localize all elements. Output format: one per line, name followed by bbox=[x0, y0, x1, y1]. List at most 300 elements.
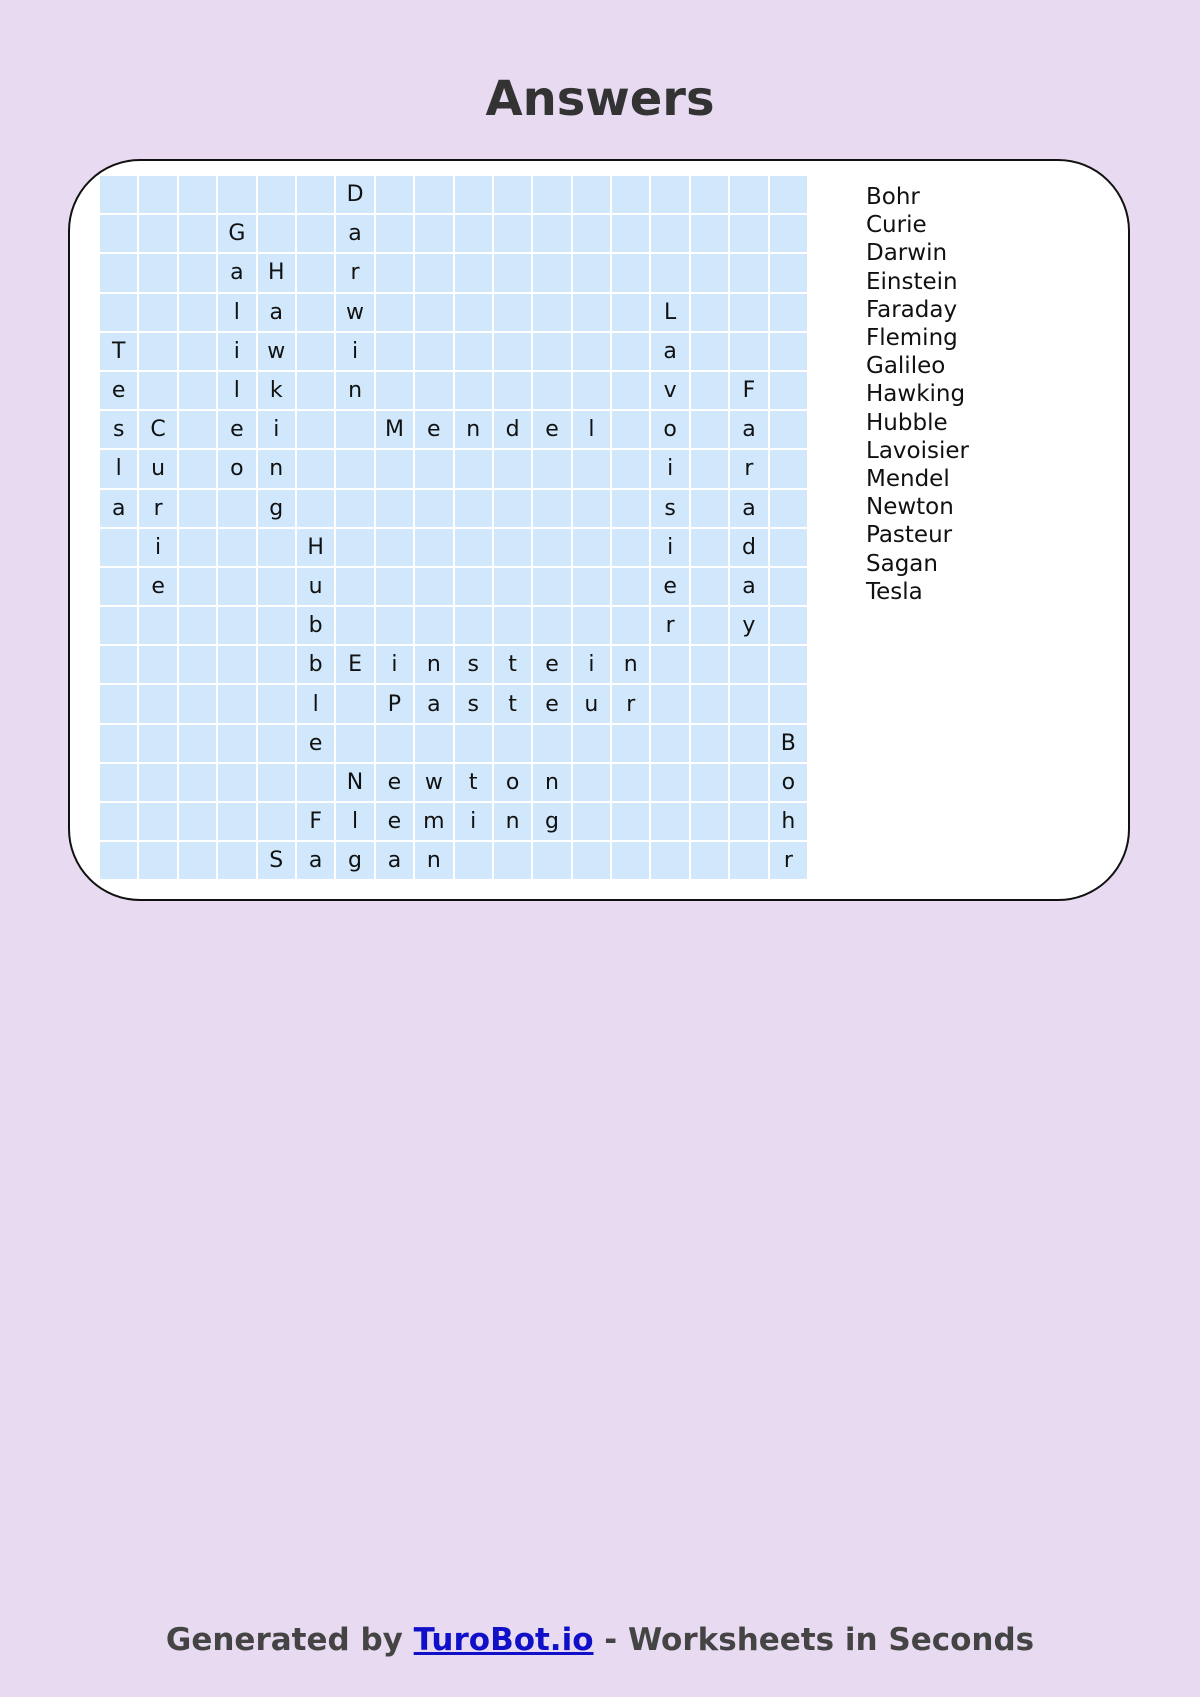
grid-cell bbox=[336, 450, 373, 487]
grid-cell bbox=[455, 294, 492, 331]
grid-cell bbox=[139, 215, 176, 252]
grid-cell: l bbox=[100, 450, 137, 487]
grid-cell bbox=[376, 450, 413, 487]
grid-cell bbox=[179, 215, 216, 252]
grid-cell bbox=[179, 372, 216, 409]
grid-cell bbox=[691, 450, 728, 487]
grid-cell bbox=[612, 333, 649, 370]
grid-cell bbox=[573, 607, 610, 644]
grid-cell bbox=[494, 176, 531, 213]
grid-cell: L bbox=[651, 294, 688, 331]
grid-cell bbox=[691, 764, 728, 801]
grid-cell bbox=[100, 568, 137, 605]
grid-cell bbox=[218, 685, 255, 722]
grid-cell bbox=[770, 646, 807, 683]
grid-cell bbox=[730, 842, 767, 879]
grid-cell: e bbox=[100, 372, 137, 409]
grid-cell bbox=[139, 646, 176, 683]
word-list-item: Tesla bbox=[866, 578, 923, 605]
grid-cell bbox=[100, 215, 137, 252]
grid-cell bbox=[612, 294, 649, 331]
grid-cell bbox=[730, 333, 767, 370]
grid-cell bbox=[691, 215, 728, 252]
footer-prefix: Generated by bbox=[165, 1622, 414, 1658]
grid-cell: i bbox=[573, 646, 610, 683]
grid-cell bbox=[297, 764, 334, 801]
grid-cell bbox=[258, 215, 295, 252]
grid-cell bbox=[730, 725, 767, 762]
grid-cell bbox=[100, 176, 137, 213]
grid-cell bbox=[218, 646, 255, 683]
grid-cell bbox=[533, 842, 570, 879]
grid-cell bbox=[415, 294, 452, 331]
grid-cell bbox=[100, 607, 137, 644]
grid-cell bbox=[533, 176, 570, 213]
grid-cell bbox=[770, 294, 807, 331]
grid-cell bbox=[573, 333, 610, 370]
grid-cell: M bbox=[376, 411, 413, 448]
grid-cell bbox=[139, 254, 176, 291]
grid-cell: r bbox=[139, 490, 176, 527]
grid-cell: i bbox=[139, 529, 176, 566]
grid-cell: a bbox=[258, 294, 295, 331]
grid-cell: N bbox=[336, 764, 373, 801]
grid-cell: H bbox=[258, 254, 295, 291]
grid-cell: n bbox=[494, 803, 531, 840]
grid-cell bbox=[770, 176, 807, 213]
grid-cell bbox=[297, 450, 334, 487]
grid-cell bbox=[258, 803, 295, 840]
grid-cell bbox=[770, 450, 807, 487]
word-list bbox=[866, 183, 969, 606]
grid-cell bbox=[533, 372, 570, 409]
grid-cell: y bbox=[730, 607, 767, 644]
grid-cell bbox=[730, 176, 767, 213]
grid-cell: r bbox=[730, 450, 767, 487]
grid-cell bbox=[179, 803, 216, 840]
grid-cell bbox=[179, 764, 216, 801]
grid-cell: u bbox=[573, 685, 610, 722]
grid-cell bbox=[455, 529, 492, 566]
grid-cell bbox=[612, 176, 649, 213]
grid-cell bbox=[494, 725, 531, 762]
grid-cell: H bbox=[297, 529, 334, 566]
grid-cell: e bbox=[139, 568, 176, 605]
grid-cell bbox=[415, 372, 452, 409]
grid-cell: i bbox=[651, 529, 688, 566]
grid-cell: i bbox=[336, 333, 373, 370]
grid-cell: d bbox=[730, 529, 767, 566]
grid-cell bbox=[336, 607, 373, 644]
grid-cell bbox=[691, 803, 728, 840]
grid-cell: F bbox=[297, 803, 334, 840]
grid-cell: l bbox=[573, 411, 610, 448]
grid-cell bbox=[494, 529, 531, 566]
grid-cell: m bbox=[415, 803, 452, 840]
grid-cell: n bbox=[612, 646, 649, 683]
grid-cell: u bbox=[297, 568, 334, 605]
word-list-item: Darwin bbox=[866, 240, 948, 267]
grid-cell bbox=[218, 607, 255, 644]
grid-cell bbox=[494, 254, 531, 291]
grid-cell: g bbox=[336, 842, 373, 879]
grid-cell bbox=[691, 568, 728, 605]
grid-cell bbox=[258, 176, 295, 213]
grid-cell bbox=[612, 490, 649, 527]
grid-cell bbox=[691, 607, 728, 644]
grid-cell: a bbox=[651, 333, 688, 370]
grid-cell: r bbox=[612, 685, 649, 722]
grid-cell bbox=[691, 490, 728, 527]
grid-cell bbox=[376, 254, 413, 291]
grid-cell bbox=[770, 490, 807, 527]
grid-cell bbox=[651, 842, 688, 879]
grid-cell bbox=[100, 803, 137, 840]
grid-cell: S bbox=[258, 842, 295, 879]
grid-cell: T bbox=[100, 333, 137, 370]
grid-cell bbox=[139, 294, 176, 331]
grid-cell bbox=[179, 685, 216, 722]
grid-cell bbox=[376, 294, 413, 331]
grid-cell bbox=[179, 176, 216, 213]
grid-cell bbox=[494, 568, 531, 605]
grid-cell: l bbox=[218, 294, 255, 331]
grid-cell bbox=[770, 607, 807, 644]
grid-cell bbox=[455, 333, 492, 370]
grid-cell bbox=[179, 568, 216, 605]
grid-cell bbox=[258, 764, 295, 801]
grid-cell bbox=[218, 842, 255, 879]
grid-cell: r bbox=[336, 254, 373, 291]
grid-cell bbox=[573, 764, 610, 801]
grid-cell bbox=[494, 490, 531, 527]
grid-cell bbox=[376, 607, 413, 644]
grid-cell bbox=[770, 568, 807, 605]
grid-cell: l bbox=[218, 372, 255, 409]
grid-cell bbox=[179, 294, 216, 331]
grid-cell bbox=[218, 725, 255, 762]
grid-cell bbox=[691, 254, 728, 291]
grid-cell: e bbox=[218, 411, 255, 448]
grid-cell bbox=[455, 372, 492, 409]
grid-cell bbox=[336, 411, 373, 448]
grid-cell: d bbox=[494, 411, 531, 448]
grid-cell bbox=[415, 529, 452, 566]
grid-cell bbox=[376, 333, 413, 370]
grid-cell: n bbox=[336, 372, 373, 409]
grid-cell bbox=[297, 372, 334, 409]
grid-cell bbox=[455, 450, 492, 487]
word-list-item: Bohr bbox=[866, 184, 920, 210]
grid-cell: a bbox=[730, 490, 767, 527]
grid-cell bbox=[455, 215, 492, 252]
grid-cell: l bbox=[336, 803, 373, 840]
grid-cell: e bbox=[376, 764, 413, 801]
grid-cell bbox=[533, 450, 570, 487]
grid-cell bbox=[612, 450, 649, 487]
grid-cell: s bbox=[100, 411, 137, 448]
grid-cell: n bbox=[258, 450, 295, 487]
grid-cell: n bbox=[455, 411, 492, 448]
grid-cell bbox=[415, 254, 452, 291]
grid-cell bbox=[258, 529, 295, 566]
grid-cell bbox=[376, 568, 413, 605]
grid-cell: E bbox=[336, 646, 373, 683]
grid-cell bbox=[573, 803, 610, 840]
grid-cell: e bbox=[297, 725, 334, 762]
page-title: Answers bbox=[485, 71, 715, 127]
grid-cell bbox=[730, 646, 767, 683]
grid-cell bbox=[691, 842, 728, 879]
grid-cell bbox=[691, 176, 728, 213]
word-list-item: Mendel bbox=[866, 466, 950, 493]
grid-cell: a bbox=[415, 685, 452, 722]
grid-cell: e bbox=[376, 803, 413, 840]
grid-cell bbox=[573, 842, 610, 879]
grid-cell: i bbox=[376, 646, 413, 683]
grid-cell: n bbox=[415, 842, 452, 879]
turobot-link[interactable]: TuroBot.io bbox=[413, 1622, 594, 1658]
grid-cell bbox=[573, 490, 610, 527]
grid-cell bbox=[612, 529, 649, 566]
grid-cell bbox=[770, 685, 807, 722]
grid-cell bbox=[533, 254, 570, 291]
word-list-item: Faraday bbox=[866, 296, 958, 323]
grid-cell bbox=[612, 254, 649, 291]
grid-cell: o bbox=[651, 411, 688, 448]
grid-cell bbox=[770, 254, 807, 291]
grid-cell bbox=[455, 842, 492, 879]
grid-cell bbox=[730, 215, 767, 252]
grid-cell: e bbox=[651, 568, 688, 605]
grid-cell bbox=[336, 568, 373, 605]
grid-cell bbox=[297, 294, 334, 331]
grid-cell bbox=[770, 333, 807, 370]
grid-cell bbox=[494, 842, 531, 879]
grid-cell bbox=[376, 725, 413, 762]
grid-cell bbox=[533, 294, 570, 331]
grid-cell bbox=[415, 490, 452, 527]
grid-cell bbox=[494, 607, 531, 644]
grid-cell bbox=[139, 176, 176, 213]
grid-cell bbox=[533, 333, 570, 370]
grid-cell bbox=[336, 725, 373, 762]
grid-cell: g bbox=[258, 490, 295, 527]
grid-cell bbox=[139, 725, 176, 762]
grid-cell bbox=[533, 215, 570, 252]
grid-cell bbox=[651, 764, 688, 801]
grid-cell: i bbox=[258, 411, 295, 448]
grid-cell bbox=[691, 294, 728, 331]
word-list-item: Einstein bbox=[866, 268, 958, 295]
grid-cell: e bbox=[415, 411, 452, 448]
grid-cell bbox=[691, 646, 728, 683]
grid-cell: B bbox=[770, 725, 807, 762]
word-list-item: Newton bbox=[866, 494, 954, 521]
grid-cell bbox=[730, 294, 767, 331]
grid-cell bbox=[494, 333, 531, 370]
grid-cell bbox=[770, 215, 807, 252]
grid-cell bbox=[139, 803, 176, 840]
grid-cell bbox=[100, 725, 137, 762]
grid-cell bbox=[494, 450, 531, 487]
word-list-item: Galileo bbox=[866, 353, 946, 380]
grid-cell bbox=[415, 450, 452, 487]
grid-cell bbox=[258, 607, 295, 644]
grid-cell bbox=[100, 685, 137, 722]
grid-cell bbox=[139, 764, 176, 801]
grid-cell bbox=[730, 685, 767, 722]
grid-cell bbox=[415, 607, 452, 644]
grid-cell bbox=[218, 764, 255, 801]
grid-cell bbox=[494, 372, 531, 409]
grid-cell bbox=[258, 685, 295, 722]
grid-cell bbox=[612, 568, 649, 605]
grid-cell: a bbox=[730, 411, 767, 448]
grid-cell bbox=[573, 215, 610, 252]
grid-cell bbox=[651, 725, 688, 762]
grid-cell: D bbox=[336, 176, 373, 213]
grid-cell bbox=[612, 607, 649, 644]
grid-cell bbox=[336, 490, 373, 527]
grid-cell bbox=[376, 215, 413, 252]
grid-cell: i bbox=[455, 803, 492, 840]
grid-cell: w bbox=[336, 294, 373, 331]
grid-cell bbox=[612, 842, 649, 879]
word-list-item: Lavoisier bbox=[866, 437, 969, 464]
grid-cell bbox=[730, 254, 767, 291]
grid-cell bbox=[494, 294, 531, 331]
grid-cell bbox=[455, 607, 492, 644]
grid-cell bbox=[691, 411, 728, 448]
grid-cell bbox=[651, 685, 688, 722]
grid-cell: s bbox=[651, 490, 688, 527]
grid-cell: a bbox=[100, 490, 137, 527]
grid-cell bbox=[297, 254, 334, 291]
grid-cell: P bbox=[376, 685, 413, 722]
word-list-item: Pasteur bbox=[866, 522, 953, 549]
grid-cell: G bbox=[218, 215, 255, 252]
grid-cell bbox=[651, 176, 688, 213]
grid-cell bbox=[730, 803, 767, 840]
grid-cell bbox=[573, 372, 610, 409]
grid-cell bbox=[651, 215, 688, 252]
grid-cell bbox=[730, 764, 767, 801]
grid-cell: t bbox=[494, 646, 531, 683]
grid-cell bbox=[376, 490, 413, 527]
grid-cell bbox=[139, 685, 176, 722]
grid-cell bbox=[770, 372, 807, 409]
word-list-item: Hawking bbox=[866, 381, 966, 408]
grid-cell: a bbox=[730, 568, 767, 605]
grid-cell: s bbox=[455, 685, 492, 722]
grid-cell bbox=[612, 372, 649, 409]
grid-cell bbox=[691, 725, 728, 762]
grid-cell bbox=[612, 803, 649, 840]
footer bbox=[0, 1618, 1200, 1662]
grid-cell: r bbox=[770, 842, 807, 879]
grid-cell: t bbox=[494, 685, 531, 722]
grid-cell bbox=[218, 176, 255, 213]
grid-cell bbox=[494, 215, 531, 252]
grid-cell bbox=[376, 529, 413, 566]
grid-cell bbox=[533, 725, 570, 762]
grid-cell bbox=[770, 411, 807, 448]
grid-cell bbox=[651, 803, 688, 840]
grid-cell bbox=[139, 842, 176, 879]
footer-suffix: - Worksheets in Seconds bbox=[593, 1622, 1035, 1658]
grid-cell bbox=[179, 333, 216, 370]
grid-cell bbox=[336, 529, 373, 566]
grid-cell bbox=[258, 568, 295, 605]
grid-cell bbox=[297, 490, 334, 527]
grid-cell bbox=[218, 568, 255, 605]
grid-cell: r bbox=[651, 607, 688, 644]
grid-cell bbox=[573, 529, 610, 566]
grid-cell: a bbox=[376, 842, 413, 879]
grid-cell: g bbox=[533, 803, 570, 840]
grid-cell bbox=[297, 333, 334, 370]
grid-cell: l bbox=[297, 685, 334, 722]
grid-cell bbox=[297, 176, 334, 213]
grid-cell bbox=[100, 529, 137, 566]
grid-cell bbox=[691, 685, 728, 722]
grid-cell bbox=[218, 529, 255, 566]
grid-cell: n bbox=[415, 646, 452, 683]
word-search-grid bbox=[100, 176, 807, 879]
grid-cell: w bbox=[415, 764, 452, 801]
grid-cell bbox=[455, 725, 492, 762]
grid-cell bbox=[573, 568, 610, 605]
grid-cell bbox=[297, 215, 334, 252]
grid-cell bbox=[218, 803, 255, 840]
grid-cell: s bbox=[455, 646, 492, 683]
grid-cell: h bbox=[770, 803, 807, 840]
grid-cell bbox=[139, 372, 176, 409]
grid-cell bbox=[691, 372, 728, 409]
grid-cell bbox=[100, 254, 137, 291]
grid-cell bbox=[139, 607, 176, 644]
grid-cell: k bbox=[258, 372, 295, 409]
grid-cell bbox=[455, 176, 492, 213]
grid-cell bbox=[179, 254, 216, 291]
grid-cell bbox=[218, 490, 255, 527]
grid-cell bbox=[573, 176, 610, 213]
grid-cell bbox=[533, 568, 570, 605]
grid-cell bbox=[573, 725, 610, 762]
grid-cell bbox=[258, 646, 295, 683]
grid-cell: e bbox=[533, 411, 570, 448]
grid-cell bbox=[258, 725, 295, 762]
grid-cell: o bbox=[770, 764, 807, 801]
grid-cell: a bbox=[218, 254, 255, 291]
grid-cell bbox=[612, 215, 649, 252]
grid-cell bbox=[455, 254, 492, 291]
grid-cell bbox=[573, 254, 610, 291]
grid-cell bbox=[179, 490, 216, 527]
grid-cell bbox=[179, 607, 216, 644]
grid-cell bbox=[179, 529, 216, 566]
grid-cell bbox=[100, 646, 137, 683]
grid-cell bbox=[612, 725, 649, 762]
grid-cell bbox=[297, 411, 334, 448]
grid-cell: w bbox=[258, 333, 295, 370]
grid-cell bbox=[415, 725, 452, 762]
grid-cell bbox=[336, 685, 373, 722]
grid-cell bbox=[651, 254, 688, 291]
word-list-item: Sagan bbox=[866, 550, 938, 577]
grid-cell bbox=[691, 333, 728, 370]
